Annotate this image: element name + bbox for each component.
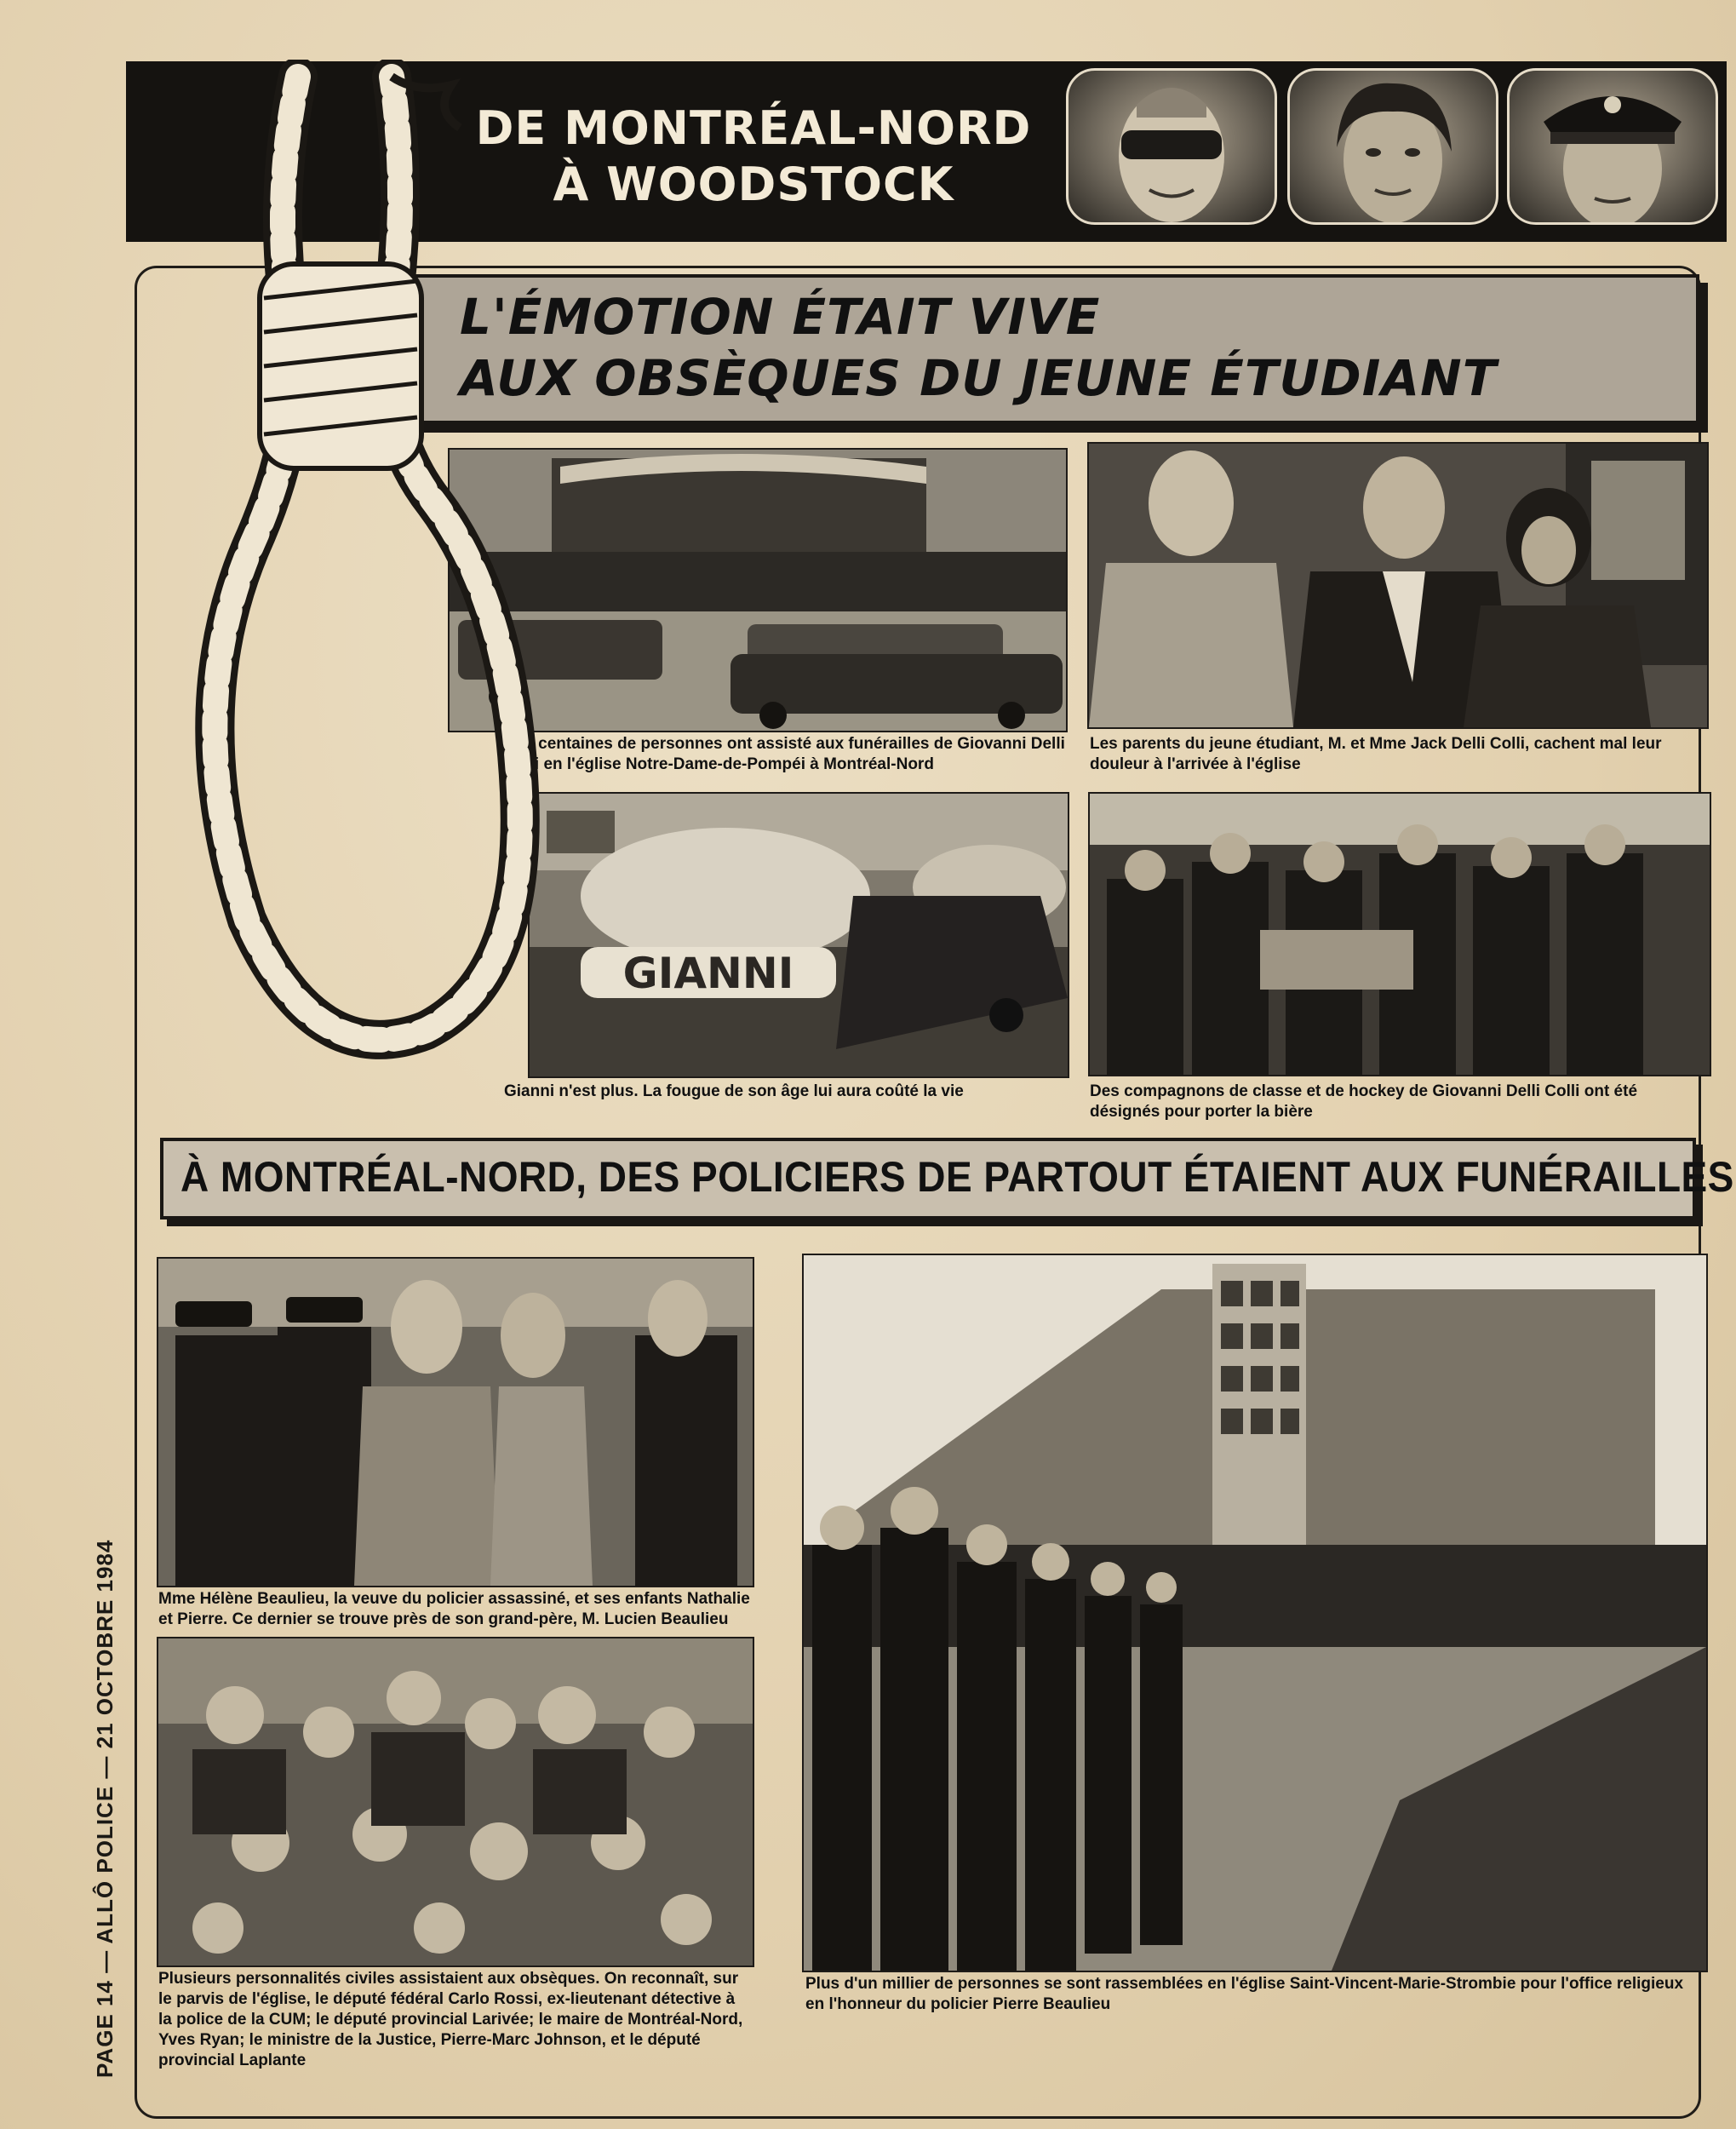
portrait-man-sunglasses — [1066, 68, 1277, 225]
headline-emotion-line2: AUX OBSÈQUES DU JEUNE ÉTUDIANT — [460, 349, 1498, 407]
face-icon — [1290, 71, 1496, 222]
page-footer-tag: PAGE 14 — ALLÔ POLICE — 21 OCTOBRE 1984 — [92, 1539, 117, 2078]
face-icon — [1069, 71, 1275, 222]
caption-photo-3: Gianni n'est plus. La fougue de son âge lui aura coûté la vie — [504, 1082, 964, 1100]
caption-photo-7: Plus d'un millier de personnes se sont rassemblées en l'église Saint-Vincent-Marie-Strombie pour l'office religieux en l'honneur du policier Pierre Beaulieu — [805, 1975, 1684, 2013]
photo-pallbearers — [1088, 792, 1711, 1076]
caption-photo-6: Plusieurs personnalités civiles assistaient aux obsèques. On reconnaît, sur le parvis de l'église, le député fédéral Carlo Rossi, ex-lieutenant détective à la police de la CUM; le député provincial Larivée; le maire de Montréal-Nord, Yves Ryan; le ministre de la Justice, Pierre-Marc Johnson, et le député provincial Laplante — [158, 1970, 743, 2069]
photo-hearse-wreath — [528, 792, 1069, 1078]
caption-photo-5: Mme Hélène Beaulieu, la veuve du policier assassiné, et ses enfants Nathalie et Pierre. Ce dernier se trouve près de son grand-père, M. Lucien Beaulieu — [158, 1590, 750, 1628]
photo-widow-family — [157, 1257, 754, 1587]
photo-dignitaries — [157, 1637, 754, 1967]
photo-parents-arrival — [1087, 442, 1709, 729]
headline-emotion — [460, 286, 1686, 409]
wreath-text: GIANNI — [622, 949, 794, 998]
portrait-police-officer — [1507, 68, 1718, 225]
portrait-young-man — [1287, 68, 1498, 225]
noose-rope-icon — [145, 60, 545, 1090]
caption-photo-4: Des compagnons de classe et de hockey de Giovanni Delli Colli ont été désignés pour porter la bière — [1090, 1082, 1638, 1121]
header-title-line1: DE MONTRÉAL-NORD — [475, 101, 1032, 155]
caption-photo-2: Les parents du jeune étudiant, M. et Mme Jack Delli Colli, cachent mal leur douleur à l'arrivée à l'église — [1090, 735, 1662, 773]
photo-church-honor-guard — [802, 1254, 1708, 1972]
header-title-line2: À WOODSTOCK — [553, 158, 954, 211]
headline-emotion-line1: L'ÉMOTION ÉTAIT VIVE — [460, 288, 1101, 346]
headline-police-funeral: À MONTRÉAL-NORD, DES POLICIERS DE PARTOUT ÉTAIENT AUX FUNÉRAILLES — [180, 1153, 1734, 1201]
face-icon — [1510, 71, 1716, 222]
caption-photo-1: Des centaines de personnes ont assisté aux funérailles de Giovanni Delli Colli en l'église Notre-Dame-de-Pompéi à Montréal-Nord — [504, 735, 1065, 773]
